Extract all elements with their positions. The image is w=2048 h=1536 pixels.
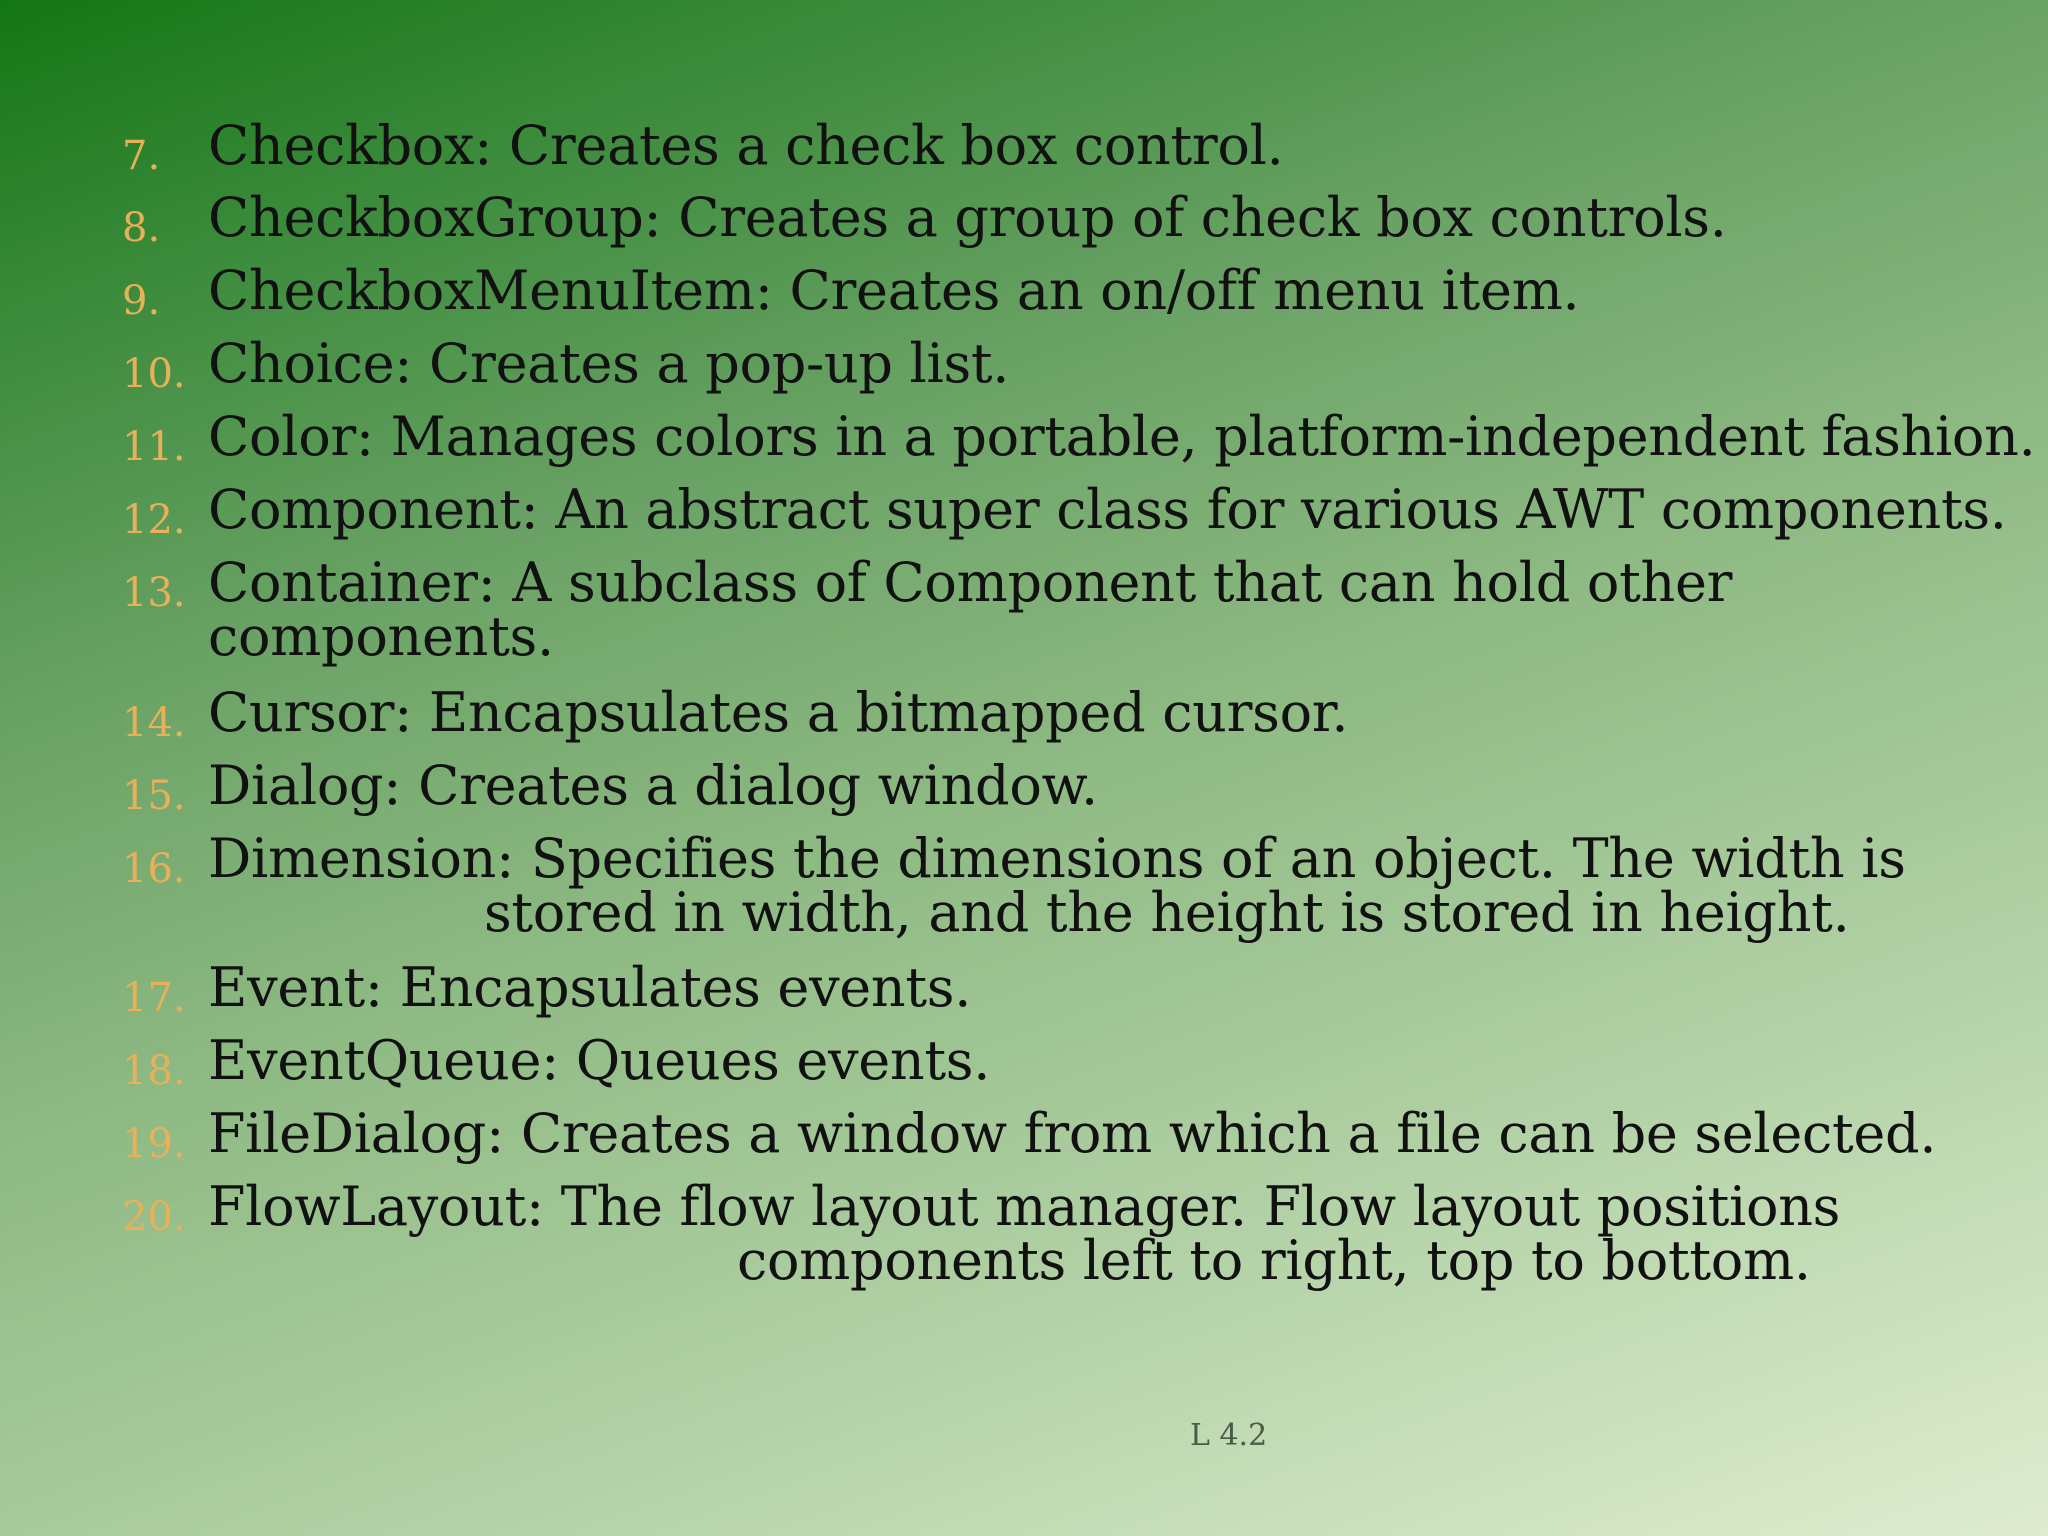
- list-item-text: EventQueue: Queues events.: [208, 1029, 991, 1092]
- list-item-text: FlowLayout: The flow layout manager. Flow layout positions: [208, 1175, 1841, 1238]
- list-item-text: Container: A subclass of Component that can hold other: [208, 551, 1733, 614]
- list-item-number: 19.: [122, 1121, 186, 1167]
- list-item-continuation: components.: [208, 605, 554, 668]
- list-item-text: Color: Manages colors in a portable, platform-independent fashion.: [208, 405, 2036, 468]
- list-item-text: Choice: Creates a pop-up list.: [208, 332, 1010, 395]
- list-item-text: Checkbox: Creates a check box control.: [208, 114, 1284, 177]
- list-item-text: FileDialog: Creates a window from which a file can be selected.: [208, 1102, 1937, 1165]
- list-item-number: 15.: [122, 773, 186, 819]
- list-item-number: 13.: [122, 570, 186, 616]
- list-item-number: 8.: [122, 205, 161, 251]
- list-item-text: CheckboxMenuItem: Creates an on/off menu item.: [208, 259, 1580, 322]
- slide-footer: L 4.2: [1190, 1418, 1268, 1453]
- list-item-text: Dimension: Specifies the dimensions of an object. The width is: [208, 827, 1906, 890]
- list-item-text: Component: An abstract super class for various AWT components.: [208, 478, 2007, 541]
- list-item-number: 17.: [122, 975, 186, 1021]
- list-item-text: Cursor: Encapsulates a bitmapped cursor.: [208, 681, 1349, 744]
- list-item-text: CheckboxGroup: Creates a group of check box controls.: [208, 186, 1727, 249]
- list-item-number: 12.: [122, 497, 186, 543]
- list-item-number: 20.: [122, 1194, 186, 1240]
- list-item-number: 16.: [122, 846, 186, 892]
- list-item-text: Event: Encapsulates events.: [208, 956, 972, 1019]
- list-item-number: 18.: [122, 1048, 186, 1094]
- list-item-text: Dialog: Creates a dialog window.: [208, 754, 1098, 817]
- list-item-continuation: stored in width, and the height is stored in height.: [484, 881, 1850, 944]
- list-item-number: 10.: [122, 351, 186, 397]
- list-item-continuation: components left to right, top to bottom.: [737, 1229, 1811, 1292]
- list-item-number: 7.: [122, 133, 161, 179]
- list-item-number: 11.: [122, 424, 186, 470]
- list-item-number: 14.: [122, 700, 186, 746]
- list-item-number: 9.: [122, 278, 161, 324]
